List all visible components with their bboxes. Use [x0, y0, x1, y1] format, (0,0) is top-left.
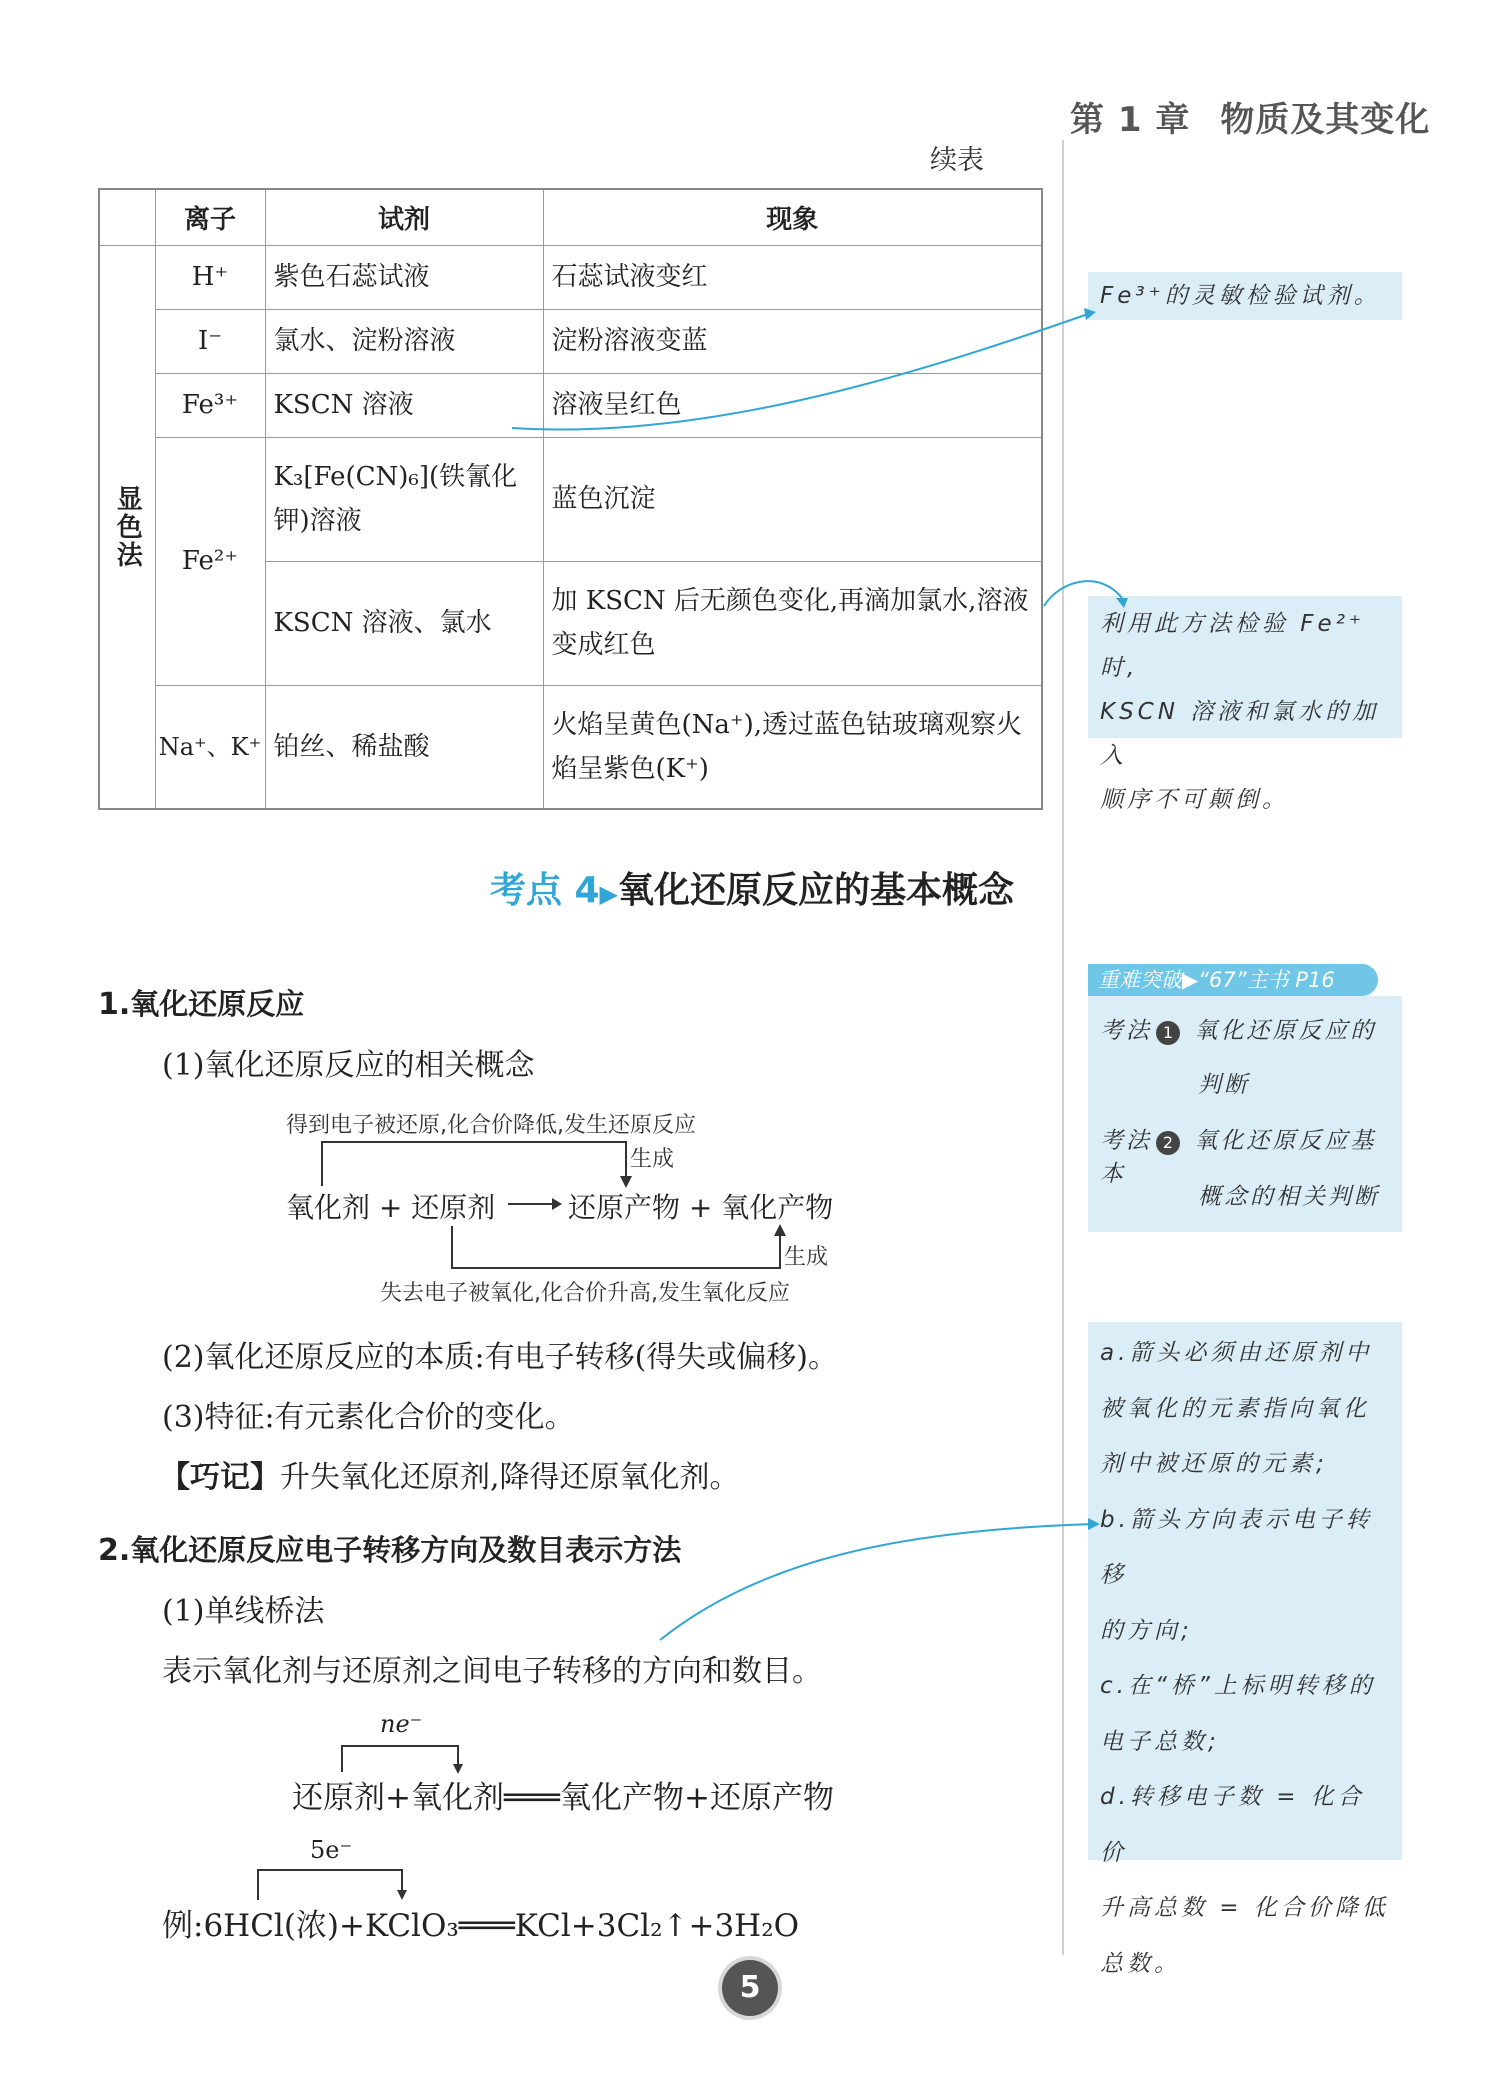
reagent-cell: KSCN 溶液 [265, 373, 543, 437]
note-line: 被氧化的元素指向氧化 [1100, 1395, 1370, 1422]
heading-electron-transfer: 2.氧化还原反应电子转移方向及数目表示方法 [98, 1533, 682, 1568]
section-label: 考点 4 [489, 870, 600, 911]
single-bridge-description: 表示氧化剂与还原剂之间电子转移的方向和数目。 [162, 1654, 822, 1689]
note-line: d.转移电子数 = 化合价 [1100, 1784, 1365, 1866]
concept-paragraph: (1)氧化还原反应的相关概念 [162, 1048, 535, 1083]
diagram-generate-label: 生成 [784, 1245, 829, 1270]
example-electron-label: 5e⁻ [310, 1836, 353, 1864]
reagent-cell: 紫色石蕊试液 [265, 245, 543, 309]
diagram-reactants: 氧化剂 + 还原剂 [286, 1191, 496, 1224]
table-header-reagent: 试剂 [265, 189, 543, 245]
reagent-cell: KSCN 溶液、氯水 [265, 561, 543, 685]
number-badge: 2 [1156, 1131, 1180, 1155]
single-bridge-heading: (1)单线桥法 [162, 1594, 325, 1629]
diagram-top-label: 得到电子被还原,化合价降低,发生还原反应 [286, 1113, 696, 1138]
method-2-line-2: 概念的相关判断 [1198, 1184, 1380, 1210]
phenomenon-cell: 淀粉溶液变蓝 [543, 309, 1042, 373]
note-line: b.箭头方向表示电子转移 [1100, 1506, 1373, 1588]
method-label: 显色法 [112, 484, 143, 569]
example-equation: 例:6HCl(浓)+KClO₃═══KCl+3Cl₂↑+3H₂O [162, 1908, 800, 1944]
cross-reference-pill: 重难突破▶“67”主书 P16 [1088, 964, 1378, 996]
note-line: 电子总数; [1100, 1728, 1220, 1755]
diagram-generate-label: 生成 [630, 1147, 675, 1172]
essence-paragraph: (2)氧化还原反应的本质:有电子转移(得失或偏移)。 [162, 1340, 839, 1375]
note-line: 升高总数 = 化合价降低 [1100, 1895, 1389, 1921]
note-line: 总数。 [1100, 1950, 1181, 1977]
method-1-line-2: 判断 [1198, 1072, 1250, 1098]
bridge-electron-label: ne⁻ [380, 1710, 423, 1738]
section-title-text: 氧化还原反应的基本概念 [618, 870, 1015, 911]
note-line: 剂中被还原的元素; [1100, 1451, 1328, 1477]
diagram-bottom-label: 失去电子被氧化,化合价升高,发生氧化反应 [380, 1281, 790, 1306]
diagram-products: 还原产物 + 氧化产物 [568, 1191, 834, 1224]
reagent-cell: K₃[Fe(CN)₆](铁氰化钾)溶液 [265, 437, 543, 561]
note-line: c.在“桥”上标明转移的 [1100, 1673, 1376, 1699]
feature-paragraph: (3)特征:有元素化合价的变化。 [162, 1400, 575, 1435]
ion-cell: Na⁺、K⁺ [155, 685, 265, 809]
reagent-cell: 氯水、淀粉溶液 [265, 309, 543, 373]
ion-cell: Fe³⁺ [155, 373, 265, 437]
table-continued-label: 续表 [930, 145, 984, 176]
phenomenon-cell: 火焰呈黄色(Na⁺),透过蓝色钴玻璃观察火焰呈紫色(K⁺) [543, 685, 1042, 809]
note-line: 的方向; [1100, 1617, 1193, 1644]
phenomenon-cell: 石蕊试液变红 [543, 245, 1042, 309]
table-header-phenomenon: 现象 [543, 189, 1042, 245]
page-number: 5 [722, 1960, 778, 2016]
heading-redox: 1.氧化还原反应 [98, 987, 305, 1022]
ion-cell: Fe²⁺ [155, 437, 265, 685]
triangle-icon: ▶ [599, 880, 619, 908]
table-header-ion: 离子 [155, 189, 265, 245]
method-1: 考法 1 氧化还原反应的 [1100, 1018, 1377, 1044]
fe3-note: Fe³⁺的灵敏检验试剂。 [1088, 272, 1402, 320]
chapter-number: 第 1 章 [1070, 100, 1191, 140]
bridge-equation: 还原剂+氧化剂═══氧化产物+还原产物 [292, 1780, 834, 1816]
note-line: 顺序不可颠倒。 [1100, 787, 1289, 813]
note-line: 利用此方法检验 Fe²⁺时, [1100, 611, 1366, 681]
phenomenon-cell: 加 KSCN 后无颜色变化,再滴加氯水,溶液变成红色 [543, 561, 1042, 685]
ion-cell: H⁺ [155, 245, 265, 309]
chapter-title: 物质及其变化 [1220, 100, 1431, 140]
mnemonic-tag: 【巧记】 [160, 1460, 280, 1495]
number-badge: 1 [1156, 1021, 1180, 1045]
phenomenon-cell: 溶液呈红色 [543, 373, 1042, 437]
ion-cell: I⁻ [155, 309, 265, 373]
reagent-cell: 铂丝、稀盐酸 [265, 685, 543, 809]
method-2: 考法 2 氧化还原反应基本 [1100, 1128, 1377, 1187]
note-line: a.箭头必须由还原剂中 [1100, 1340, 1373, 1366]
phenomenon-cell: 蓝色沉淀 [543, 437, 1042, 561]
note-line: KSCN 溶液和氯水的加入 [1100, 699, 1380, 769]
mnemonic-paragraph: 【巧记】升失氧化还原剂,降得还原氧化剂。 [160, 1460, 740, 1495]
